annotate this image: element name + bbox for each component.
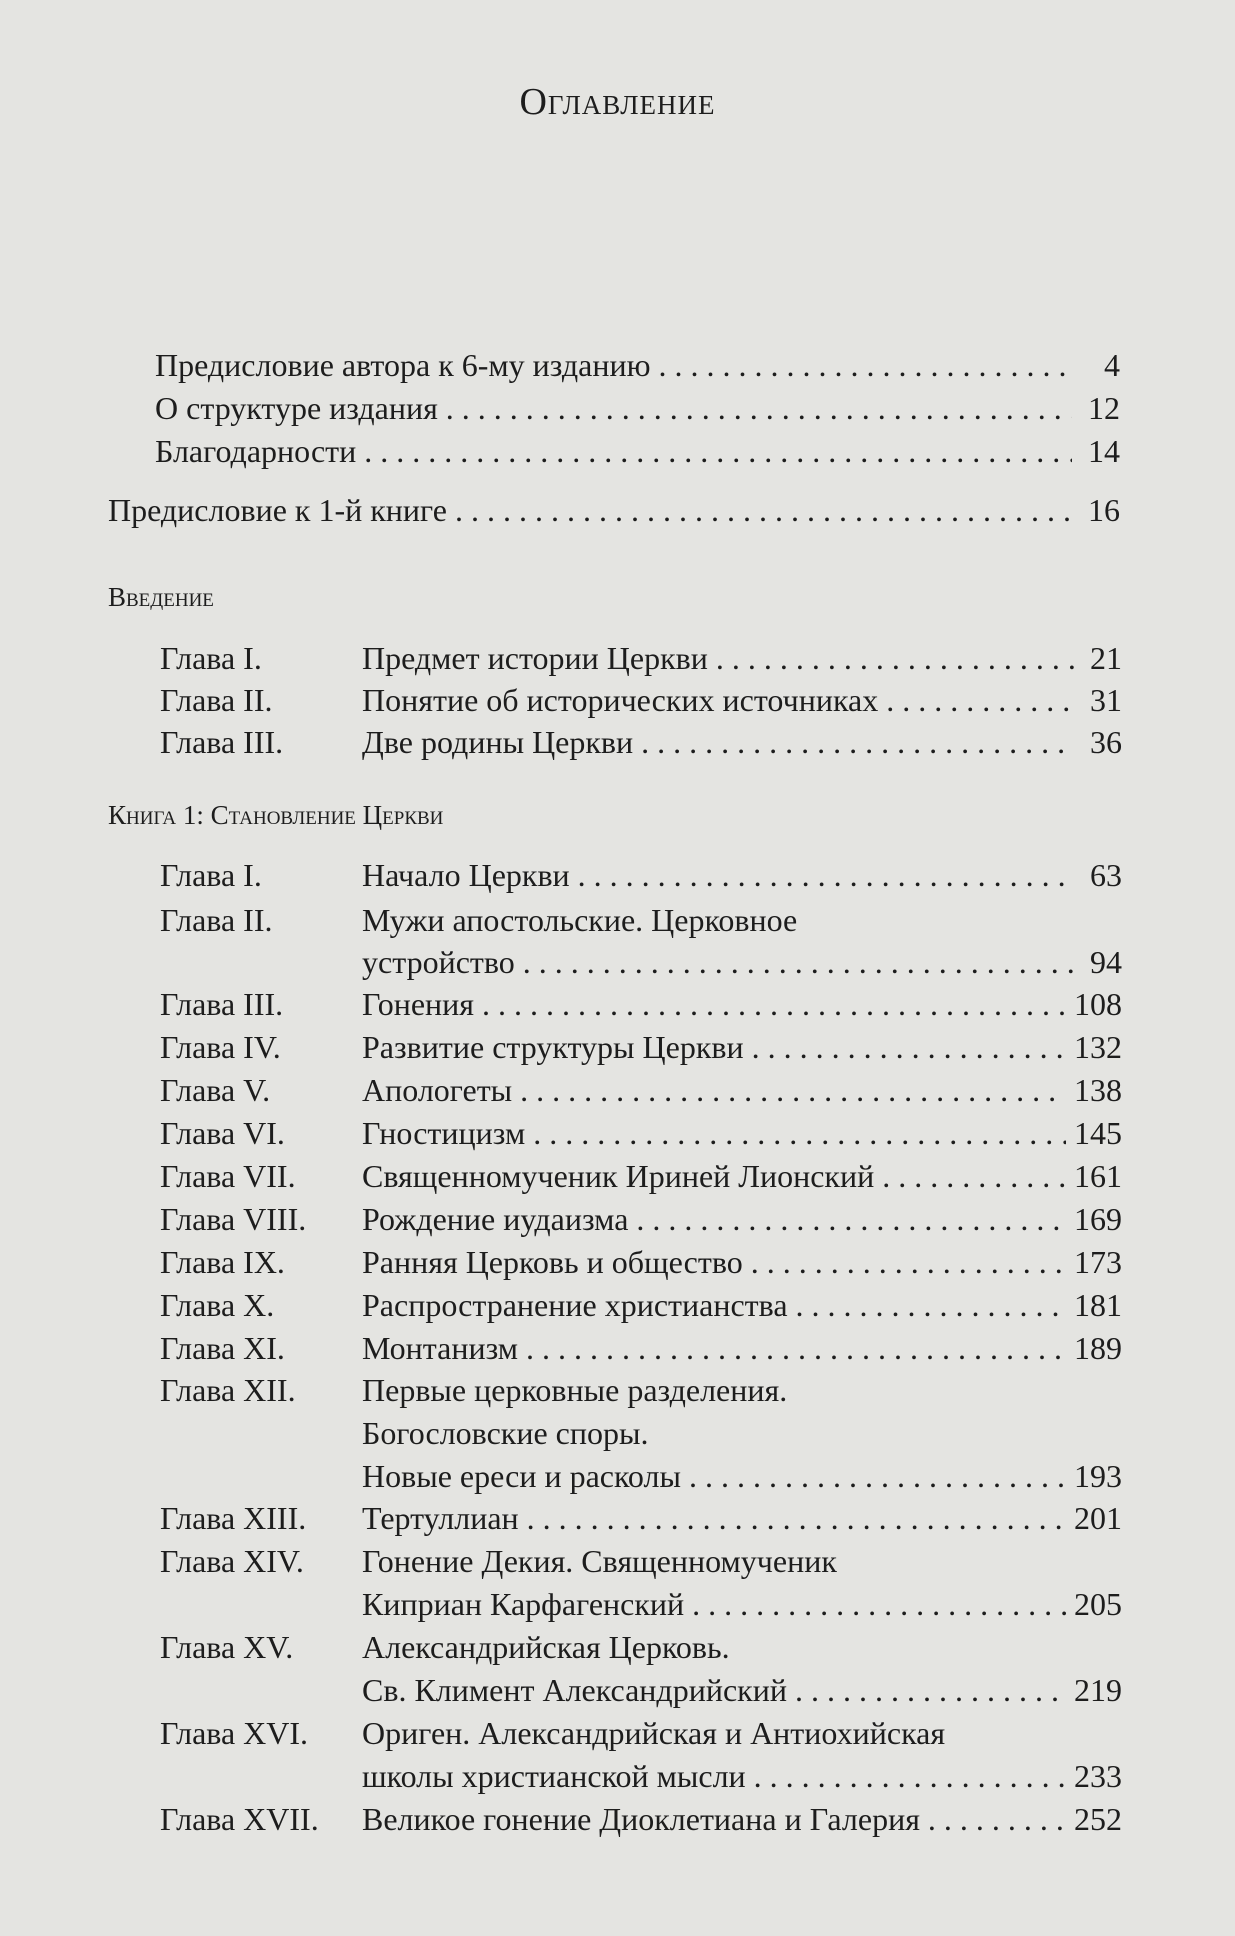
chapter-label: Глава I. bbox=[160, 640, 262, 676]
entry-text: О структуре издания bbox=[155, 390, 438, 426]
chapter-title-continued bbox=[362, 942, 1122, 982]
page-number: 169 bbox=[1074, 1201, 1122, 1237]
chapter-label: Глава XV. bbox=[160, 1629, 294, 1665]
chapter-label: Глава III. bbox=[160, 986, 284, 1022]
chapter-title: Киприан Карфагенский bbox=[362, 1586, 685, 1622]
chapter-title: Новые ереси и расколы bbox=[362, 1458, 681, 1494]
page-number: 31 bbox=[1090, 682, 1122, 718]
chapter-title: Развитие структуры Церкви bbox=[362, 1029, 744, 1065]
page-number: 181 bbox=[1074, 1287, 1122, 1323]
chapter-label: Глава VII. bbox=[160, 1158, 296, 1194]
chapter-title-continued bbox=[362, 1756, 1122, 1796]
chapter-title: Начало Церкви bbox=[362, 857, 570, 893]
page-number: 14 bbox=[1088, 433, 1120, 469]
page-number: 63 bbox=[1090, 857, 1122, 893]
chapter-title: Великое гонение Диоклетиана и Галерия bbox=[362, 1801, 920, 1837]
chapter-title-line: Богословские споры. bbox=[362, 1415, 649, 1451]
chapter-label: Глава XIV. bbox=[160, 1543, 304, 1579]
page-number: 161 bbox=[1074, 1158, 1122, 1194]
chapter-label: Глава II. bbox=[160, 682, 273, 718]
chapter-label: Глава II. bbox=[160, 902, 273, 938]
chapter-title: Предмет истории Церкви bbox=[362, 640, 708, 676]
toc-entry bbox=[155, 345, 1120, 385]
page-number: 21 bbox=[1090, 640, 1122, 676]
chapter-label: Глава VIII. bbox=[160, 1201, 307, 1237]
page-title: Оглавление bbox=[519, 81, 716, 123]
chapter-label: Глава V. bbox=[160, 1072, 271, 1108]
page-number: 252 bbox=[1074, 1801, 1122, 1837]
page-number: 108 bbox=[1074, 986, 1122, 1022]
page-number: 132 bbox=[1074, 1029, 1122, 1065]
chapter-title: Две родины Церкви bbox=[362, 724, 634, 760]
page-number: 36 bbox=[1090, 724, 1122, 760]
page-number: 173 bbox=[1074, 1244, 1122, 1280]
chapter-label: Глава VI. bbox=[160, 1115, 285, 1151]
section-heading-intro: Введение bbox=[108, 582, 214, 612]
chapter-label: Глава XIII. bbox=[160, 1500, 307, 1536]
page-number: 205 bbox=[1074, 1586, 1122, 1622]
chapter-title-line: Первые церковные разделения. bbox=[362, 1372, 788, 1408]
chapter-label: Глава XI. bbox=[160, 1330, 285, 1366]
chapter-title: устройство bbox=[362, 944, 515, 980]
chapter-label: Глава IX. bbox=[160, 1244, 285, 1280]
chapter-title: Ранняя Церковь и общество bbox=[362, 1244, 743, 1280]
chapter-title-continued bbox=[362, 1584, 1122, 1624]
page-number: 219 bbox=[1074, 1672, 1122, 1708]
chapter-title-line: Гонение Декия. Священномученик bbox=[362, 1543, 837, 1579]
chapter-label: Глава XVI. bbox=[160, 1715, 309, 1751]
chapter-title-continued bbox=[362, 1670, 1122, 1710]
chapter-title-continued bbox=[362, 1456, 1122, 1496]
page-number: 138 bbox=[1074, 1072, 1122, 1108]
chapter-label: Глава I. bbox=[160, 857, 262, 893]
chapter-title: Понятие об исторических источниках bbox=[362, 682, 879, 718]
chapter-label: Глава X. bbox=[160, 1287, 275, 1323]
chapter-title: Апологеты bbox=[362, 1072, 513, 1108]
section-heading-book1: Книга 1: Становление Церкви bbox=[108, 800, 444, 830]
toc-entry bbox=[155, 431, 1120, 471]
entry-text: Предисловие к 1-й книге bbox=[108, 492, 447, 528]
chapter-title: Тертуллиан bbox=[362, 1500, 519, 1536]
page-number: 4 bbox=[1104, 347, 1120, 383]
chapter-title: Распространение христианства bbox=[362, 1287, 788, 1323]
page-number: 94 bbox=[1090, 944, 1122, 980]
page-number: 16 bbox=[1088, 492, 1120, 528]
entry-text: Предисловие автора к 6-му изданию bbox=[155, 347, 651, 383]
chapter-title: школы христианской мысли bbox=[362, 1758, 746, 1794]
page-number: 193 bbox=[1074, 1458, 1122, 1494]
chapter-label: Глава III. bbox=[160, 724, 284, 760]
page-number: 12 bbox=[1088, 390, 1120, 426]
chapter-label: Глава IV. bbox=[160, 1029, 281, 1065]
chapter-label: Глава XVII. bbox=[160, 1801, 319, 1837]
chapter-title-line: Мужи апостольские. Церковное bbox=[362, 902, 798, 938]
chapter-title: Священномученик Ириней Лионский bbox=[362, 1158, 875, 1194]
page-number: 189 bbox=[1074, 1330, 1122, 1366]
page-number: 233 bbox=[1074, 1758, 1122, 1794]
chapter-title: Гонения bbox=[362, 986, 474, 1022]
chapter-label: Глава XII. bbox=[160, 1372, 296, 1408]
chapter-title: Рождение иудаизма bbox=[362, 1201, 629, 1237]
toc-entry bbox=[108, 490, 1120, 530]
page-number: 201 bbox=[1074, 1500, 1122, 1536]
chapter-title-line: Александрийская Церковь. bbox=[362, 1629, 730, 1665]
chapter-title-line: Ориген. Александрийская и Антиохийская bbox=[362, 1715, 946, 1751]
chapter-title: Монтанизм bbox=[362, 1330, 519, 1366]
chapter-title: Св. Климент Александрийский bbox=[362, 1672, 787, 1708]
page-number: 145 bbox=[1074, 1115, 1122, 1151]
chapter-title: Гностицизм bbox=[362, 1115, 526, 1151]
toc-entry bbox=[155, 388, 1120, 428]
entry-text: Благодарности bbox=[155, 433, 357, 469]
